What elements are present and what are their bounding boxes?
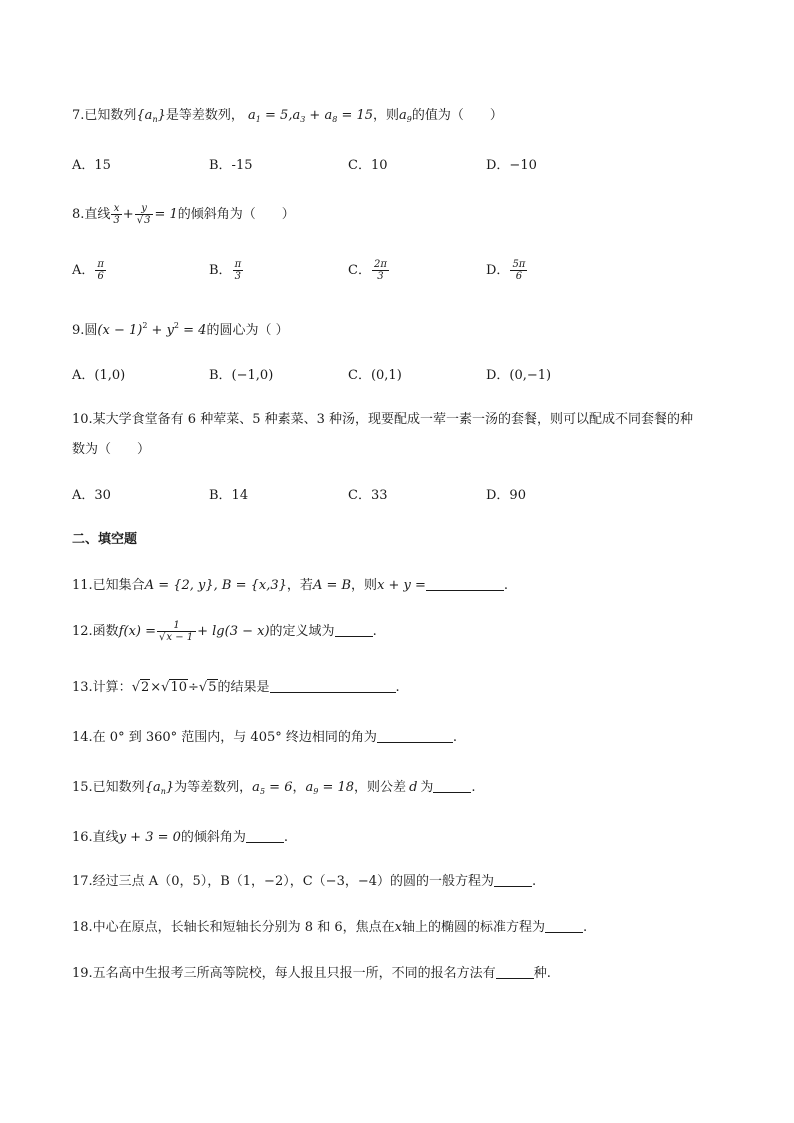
q12-frac-num: 1: [173, 620, 180, 631]
q13-answer-blank[interactable]: [270, 678, 396, 693]
q7-mid: 是等差数列，: [165, 108, 244, 123]
q16-answer-blank[interactable]: [246, 828, 284, 843]
q9-option-d: D．(0,−1): [486, 368, 552, 383]
q10-option-d: D．90: [486, 488, 526, 503]
q18-x: x: [394, 920, 402, 935]
q13-dot: .: [395, 680, 400, 695]
q13-r3: 5: [208, 680, 217, 695]
q15-prefix: 15.已知数列: [72, 780, 145, 795]
q19-answer-blank[interactable]: [496, 964, 534, 979]
q11-cond: A = B: [312, 578, 352, 593]
q15-c2: a: [305, 780, 314, 795]
q16-dot: .: [283, 830, 289, 845]
q8-eq: = 1: [154, 207, 178, 222]
q7-set-sub: n: [152, 115, 158, 124]
q8-frac-x-den: 3: [113, 215, 120, 226]
q15-c2-eq: = 18: [318, 780, 355, 795]
q18-answer-blank[interactable]: [545, 918, 583, 933]
q7-prefix: 7.已知数列: [72, 108, 137, 123]
q11-expr: A = {2, y}, B = {x,3}: [144, 578, 287, 593]
q13-times: ×: [150, 680, 162, 695]
q15-comma: ，: [292, 780, 306, 795]
q7-target: a: [399, 108, 407, 123]
q17-dot: .: [532, 874, 537, 889]
q8-option-a-frac: [95, 259, 106, 282]
q15-tail: ，则公差: [354, 780, 407, 795]
q8-option-a-label: A．: [72, 263, 95, 278]
q8-d-num: 5π: [512, 259, 526, 270]
q8-d-den: 6: [510, 270, 527, 282]
q9-option-c: C．(0,1): [348, 368, 402, 383]
q11-mid: ，若: [286, 578, 313, 593]
question-10-line2: 数为（ ）: [72, 442, 151, 457]
q13-sqrt5: √5: [198, 680, 217, 695]
question-8: [72, 202, 295, 228]
q7-cond2-sub: 3: [300, 115, 306, 124]
q8-option-b: [209, 258, 244, 284]
q15-c1-eq: = 6: [265, 780, 293, 795]
q8-sqrt3: 3: [144, 215, 151, 226]
q8-a-den: 6: [95, 270, 106, 282]
question-13: [72, 678, 400, 698]
q10-option-c: C．33: [348, 488, 388, 503]
q14-text: 14.在 0° 到 360° 范围内，与 405° 终边相同的角为: [72, 730, 377, 745]
q7-cond2-plus: + a: [305, 108, 333, 123]
q8-option-c: [348, 258, 390, 284]
q8-option-b-frac: [233, 259, 244, 282]
q8-b-num: π: [234, 259, 242, 270]
q7-option-d: D．−10: [486, 158, 537, 173]
q13-r1: 2: [140, 680, 150, 695]
question-16: [72, 828, 288, 848]
q8-option-d: [486, 258, 528, 284]
q14-answer-blank[interactable]: [377, 728, 453, 743]
q8-c-den: 3: [372, 270, 389, 282]
q15-c1-sub: 5: [259, 787, 266, 796]
q7-end: 的值为（ ）: [411, 108, 503, 123]
q17-text: 17.经过三点 A（0，5），B（1，−2），C（−3，−4）的圆的一般方程为: [72, 874, 494, 889]
q9-sq1: 2: [142, 321, 148, 330]
q9-prefix: 9.圆: [72, 323, 98, 338]
q8-plus: +: [122, 207, 134, 222]
q12-answer-blank[interactable]: [335, 622, 373, 637]
question-15: [72, 778, 476, 802]
q7-set: {a: [136, 108, 153, 123]
q15-c1: a: [252, 780, 260, 795]
question-12: [72, 618, 377, 646]
q12-radicand: x − 1: [166, 632, 194, 643]
q14-dot: .: [452, 730, 458, 745]
q12-lg: + lg(3 − x): [197, 624, 270, 639]
q15-mid: 为等差数列，: [174, 780, 253, 795]
q8-end: 的倾斜角为（ ）: [177, 207, 295, 222]
q8-option-c-label: C．: [348, 263, 371, 278]
section-title-fill-in: 二、填空题: [72, 532, 138, 547]
q8-frac-x-num: x: [113, 203, 120, 214]
q17-answer-blank[interactable]: [494, 872, 532, 887]
q12-prefix: 12.函数: [72, 624, 119, 639]
q8-option-d-frac: [510, 259, 527, 282]
q8-frac-y-den: √3: [135, 214, 154, 226]
q7-target-sub: 9: [406, 115, 412, 124]
q11-end: .: [503, 578, 509, 593]
q11-answer-blank[interactable]: [426, 576, 504, 591]
q12-end: 的定义域为: [269, 624, 335, 639]
q7-cond1: a: [248, 108, 256, 123]
q16-end: 的倾斜角为: [180, 830, 246, 845]
q9-eq-a: (x − 1): [97, 323, 143, 338]
q8-frac-x: [111, 203, 121, 226]
q15-dot: .: [471, 780, 476, 795]
q8-option-c-frac: [372, 259, 389, 282]
q19-end: 种.: [533, 966, 551, 981]
question-17: [72, 872, 536, 892]
q15-answer-blank[interactable]: [433, 778, 471, 793]
q11-tail: ，则: [351, 578, 378, 593]
q11-target: x + y =: [377, 578, 426, 593]
q7-cond3-sub: 8: [332, 115, 338, 124]
q13-r2: 10: [170, 680, 188, 695]
q13-div: ÷: [188, 680, 199, 695]
q16-eq: y + 3 = 0: [118, 830, 181, 845]
q9-eq-b: + y: [147, 323, 174, 338]
q12-frac: [157, 620, 196, 643]
q7-set-close: }: [157, 108, 166, 123]
q16-prefix: 16.直线: [72, 830, 119, 845]
question-10-line1: 10.某大学食堂备有 6 种荤菜、5 种素菜、3 种汤，现要配成一荤一素一汤的套餐，则可以配成不同套餐的种: [72, 412, 694, 427]
q8-frac-y-num: y: [141, 203, 147, 214]
q8-option-b-label: B．: [209, 263, 232, 278]
q9-sq2: 2: [173, 321, 180, 330]
q9-eq-c: = 4: [179, 323, 207, 338]
q9-option-b: B．(−1,0): [209, 368, 274, 383]
q8-c-num: 2π: [373, 259, 387, 270]
q8-b-den: 3: [233, 270, 244, 282]
q7-tail: ，则: [373, 108, 400, 123]
q7-cond3-eq: = 15: [337, 108, 374, 123]
q8-a-num: π: [97, 259, 104, 270]
q9-option-a: A．(1,0): [72, 368, 126, 383]
q13-sqrt10: √10: [161, 680, 188, 695]
q19-text: 19.五名高中生报考三所高等院校，每人报且只报一所，不同的报名方法有: [72, 966, 496, 981]
q12-frac-den: √x − 1: [157, 631, 196, 643]
question-14: [72, 728, 457, 748]
q7-option-c: C．10: [348, 158, 388, 173]
q15-set-close: }: [165, 780, 175, 795]
q7-option-a: A．15: [72, 158, 111, 173]
q18-text: 18.中心在原点，长轴长和短轴长分别为 8 和 6，焦点在: [72, 920, 395, 935]
q8-option-d-label: D．: [486, 263, 510, 278]
q11-prefix: 11.已知集合: [72, 578, 145, 593]
q10-option-b: B．14: [209, 488, 249, 503]
q13-end: 的结果是: [217, 680, 270, 695]
q10-option-a: A．30: [72, 488, 111, 503]
q15-c2-sub: 9: [313, 787, 319, 796]
q12-dot: .: [372, 624, 377, 639]
q7-option-b: B．-15: [209, 158, 253, 173]
q7-cond1-sub: 1: [255, 115, 261, 124]
question-18: [72, 918, 587, 938]
q18-dot: .: [582, 920, 588, 935]
q9-end: 的圆心为（ ）: [206, 323, 289, 338]
question-11: [72, 576, 508, 596]
q15-set-sub: n: [160, 787, 166, 796]
q8-prefix: 8.直线: [72, 207, 111, 222]
q15-d: d: [409, 780, 418, 795]
question-7: [72, 106, 503, 130]
q8-frac-y: [135, 203, 154, 226]
q18-text2: 轴上的椭圆的标准方程为: [401, 920, 545, 935]
q13-sqrt2: √2: [131, 680, 150, 695]
q15-set: {a: [144, 780, 161, 795]
q15-end: 为: [420, 780, 434, 795]
question-9: [72, 316, 289, 341]
q8-option-a: [72, 258, 107, 284]
q12-f: f(x) =: [118, 624, 156, 639]
q7-cond1-eq: = 5,a: [260, 108, 301, 123]
question-19: [72, 964, 551, 984]
q13-prefix: 13.计算：: [72, 680, 132, 695]
